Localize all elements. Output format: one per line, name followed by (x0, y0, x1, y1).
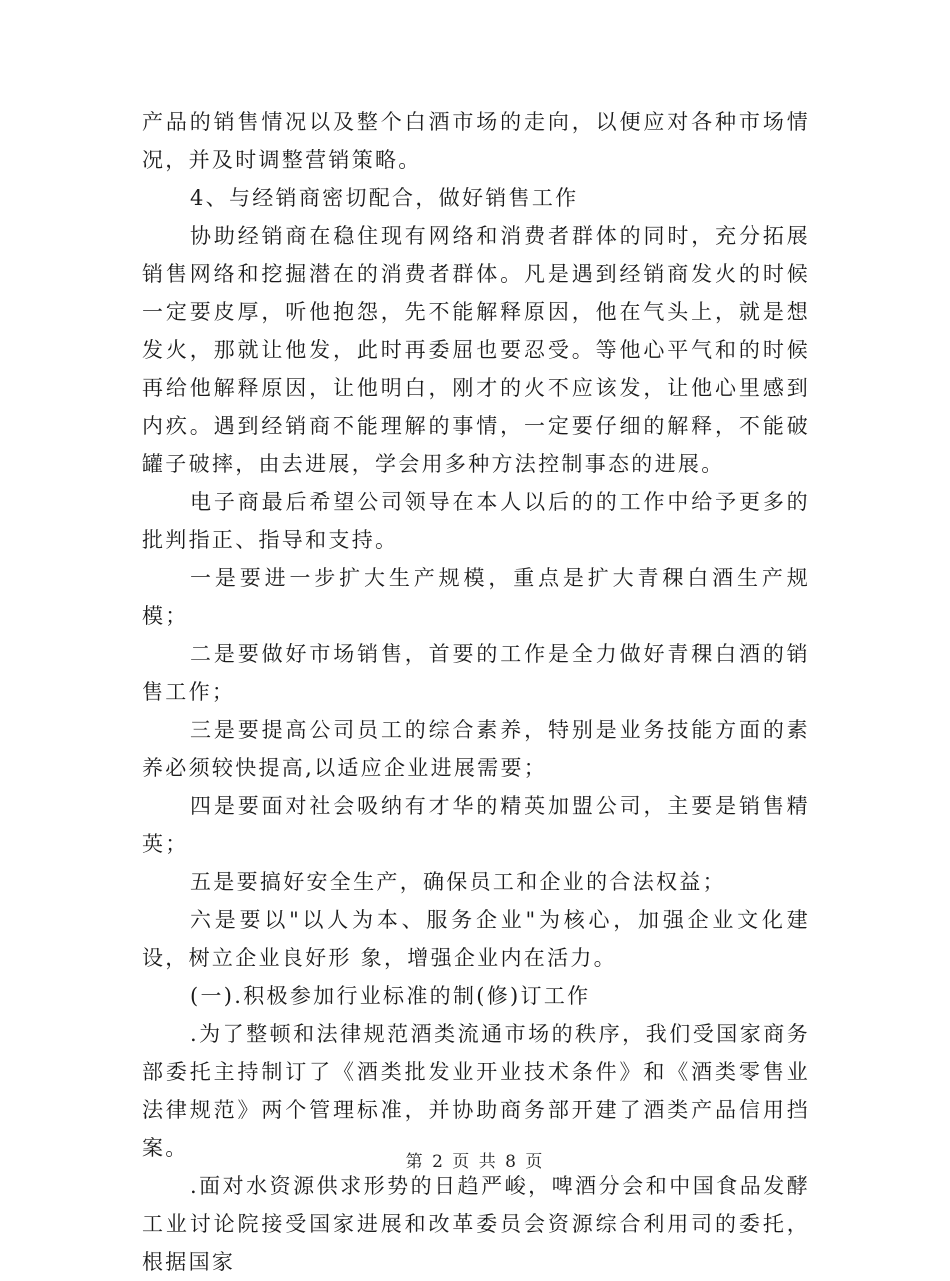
paragraph-1: 产品的销售情况以及整个白酒市场的走向，以便应对各种市场情况，并及时调整营销策略。 (142, 110, 810, 172)
paragraph-7: 三是要提高公司员工的综合素养，特别是业务技能方面的素养必须较快提高,以适应企业进展需要； (142, 718, 810, 780)
paragraph-12: .为了整顿和法律规范酒类流通市场的秩序，我们受国家商务部委托主持制订了《酒类批发业开业技术条件》和《酒类零售业法律规范》两个管理标准，并协助商务部开建了酒类产品信用挡案。 (142, 1022, 810, 1160)
paragraph-2-heading: 4、与经销商密切配合，做好销售工作 (190, 186, 579, 210)
paragraph-5: 一是要进一步扩大生产规模，重点是扩大青稞白酒生产规模； (142, 566, 810, 628)
paragraph-4: 电子商最后希望公司领导在本人以后的的工作中给予更多的批判指正、指导和支持。 (142, 490, 810, 552)
document-body (142, 103, 810, 1281)
paragraph-9: 五是要搞好安全生产，确保员工和企业的合法权益； (190, 870, 726, 894)
paragraph-10: 六是要以"以人为本、服务企业"为核心，加强企业文化建设，树立企业良好形 象，增强企业内在活力。 (142, 908, 810, 970)
page-number-footer: 第 2 页 共 8 页 (405, 1152, 545, 1172)
paragraph-6: 二是要做好市场销售，首要的工作是全力做好青稞白酒的销售工作； (142, 642, 810, 704)
paragraph-13: .面对水资源供求形势的日趋严峻，啤酒分会和中国食品发酵工业讨论院接受国家进展和改革委员会资源综合利用司的委托，根据国家 (142, 1174, 810, 1274)
paragraph-11-heading: (一).积极参加行业标准的制(修)订工作 (190, 984, 591, 1008)
paragraph-3: 协助经销商在稳住现有网络和消费者群体的同时，充分拓展销售网络和挖掘潜在的消费者群体。凡是遇到经销商发火的时候一定要皮厚，听他抱怨，先不能解释原因，他在气头上，就是想发火，那就让他发，此时再委屈也要忍受。等他心平气和的时候再给他解释原因，让他明白，刚才的火不应该发，让他心里感到内疚。遇到经销商不能理解的事情，一定要仔细的解释，不能破罐子破摔，由去进展，学会用多种方法控制事态的进展。 (142, 224, 810, 476)
paragraph-8: 四是要面对社会吸纳有才华的精英加盟公司，主要是销售精英； (142, 794, 810, 856)
